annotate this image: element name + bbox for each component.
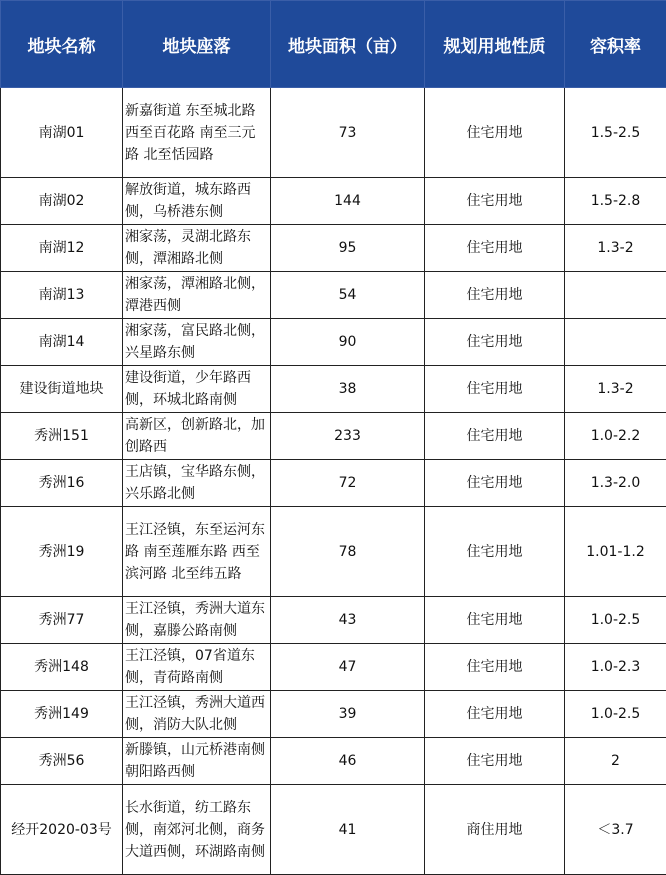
cell-area: 72 <box>271 460 425 507</box>
header-parcel-location: 地块座落 <box>123 1 271 88</box>
cell-area: 95 <box>271 225 425 272</box>
cell-name: 南湖12 <box>1 225 123 272</box>
cell-location: 长水街道，纺工路东侧，南郊河北侧，商务大道西侧，环湖路南侧 <box>123 785 271 875</box>
cell-area: 73 <box>271 88 425 178</box>
table-row <box>1 691 666 738</box>
cell-far: 1.3-2 <box>565 366 666 413</box>
cell-far: ＜3.7 <box>565 785 666 875</box>
cell-location: 新滕镇，山元桥港南侧 朝阳路西侧 <box>123 738 271 785</box>
cell-area: 46 <box>271 738 425 785</box>
cell-area: 38 <box>271 366 425 413</box>
cell-far: 1.3-2 <box>565 225 666 272</box>
table-row <box>1 178 666 225</box>
table-row <box>1 785 666 875</box>
table-row <box>1 644 666 691</box>
cell-location: 湘家荡，灵湖北路东侧，潭湘路北侧 <box>123 225 271 272</box>
table-row <box>1 413 666 460</box>
cell-name: 秀洲149 <box>1 691 123 738</box>
cell-far: 1.0-2.5 <box>565 597 666 644</box>
cell-name: 秀洲56 <box>1 738 123 785</box>
cell-far: 1.01-1.2 <box>565 507 666 597</box>
cell-location: 新嘉街道 东至城北路 西至百花路 南至三元路 北至恬园路 <box>123 88 271 178</box>
cell-use: 住宅用地 <box>425 178 565 225</box>
cell-name: 南湖02 <box>1 178 123 225</box>
cell-use: 住宅用地 <box>425 644 565 691</box>
cell-location: 解放街道，城东路西侧，乌桥港东侧 <box>123 178 271 225</box>
table-row <box>1 507 666 597</box>
cell-use: 住宅用地 <box>425 691 565 738</box>
cell-use: 住宅用地 <box>425 738 565 785</box>
table-row <box>1 225 666 272</box>
header-land-use: 规划用地性质 <box>425 1 565 88</box>
cell-use: 住宅用地 <box>425 413 565 460</box>
cell-area: 90 <box>271 319 425 366</box>
cell-area: 78 <box>271 507 425 597</box>
header-parcel-area: 地块面积（亩） <box>271 1 425 88</box>
cell-name: 秀洲16 <box>1 460 123 507</box>
header-floor-area-ratio: 容积率 <box>565 1 666 88</box>
table-row <box>1 272 666 319</box>
cell-name: 建设街道地块 <box>1 366 123 413</box>
cell-use: 住宅用地 <box>425 460 565 507</box>
cell-far: 2 <box>565 738 666 785</box>
cell-location: 王江泾镇，东至运河东路 南至莲雁东路 西至滨河路 北至纬五路 <box>123 507 271 597</box>
cell-far <box>565 319 666 366</box>
table-row <box>1 460 666 507</box>
cell-name: 南湖01 <box>1 88 123 178</box>
cell-use: 住宅用地 <box>425 507 565 597</box>
cell-name: 秀洲151 <box>1 413 123 460</box>
cell-use: 住宅用地 <box>425 225 565 272</box>
cell-name: 秀洲77 <box>1 597 123 644</box>
cell-area: 43 <box>271 597 425 644</box>
cell-use: 住宅用地 <box>425 366 565 413</box>
cell-location: 王店镇，宝华路东侧，兴乐路北侧 <box>123 460 271 507</box>
cell-area: 39 <box>271 691 425 738</box>
cell-location: 湘家荡，潭湘路北侧，潭港西侧 <box>123 272 271 319</box>
cell-area: 47 <box>271 644 425 691</box>
cell-use: 商住用地 <box>425 785 565 875</box>
cell-far: 1.3-2.0 <box>565 460 666 507</box>
cell-location: 湘家荡，富民路北侧，兴星路东侧 <box>123 319 271 366</box>
header-parcel-name: 地块名称 <box>1 1 123 88</box>
table-row <box>1 738 666 785</box>
cell-far: 1.0-2.5 <box>565 691 666 738</box>
table-header-row <box>1 1 666 88</box>
table-row <box>1 319 666 366</box>
cell-far: 1.0-2.3 <box>565 644 666 691</box>
cell-name: 秀洲148 <box>1 644 123 691</box>
table-row <box>1 597 666 644</box>
cell-location: 建设街道，少年路西侧，环城北路南侧 <box>123 366 271 413</box>
cell-use: 住宅用地 <box>425 319 565 366</box>
table-row <box>1 366 666 413</box>
cell-name: 经开2020-03号 <box>1 785 123 875</box>
cell-area: 144 <box>271 178 425 225</box>
table-row <box>1 88 666 178</box>
cell-name: 南湖14 <box>1 319 123 366</box>
cell-far: 1.5-2.8 <box>565 178 666 225</box>
cell-far: 1.0-2.2 <box>565 413 666 460</box>
cell-far: 1.5-2.5 <box>565 88 666 178</box>
cell-area: 233 <box>271 413 425 460</box>
cell-location: 王江泾镇，秀洲大道东侧，嘉滕公路南侧 <box>123 597 271 644</box>
cell-use: 住宅用地 <box>425 272 565 319</box>
cell-area: 41 <box>271 785 425 875</box>
cell-use: 住宅用地 <box>425 597 565 644</box>
cell-far <box>565 272 666 319</box>
cell-location: 王江泾镇，秀洲大道西侧，消防大队北侧 <box>123 691 271 738</box>
cell-location: 高新区，创新路北，加创路西 <box>123 413 271 460</box>
cell-name: 南湖13 <box>1 272 123 319</box>
cell-use: 住宅用地 <box>425 88 565 178</box>
cell-location: 王江泾镇，07省道东侧，青荷路南侧 <box>123 644 271 691</box>
cell-area: 54 <box>271 272 425 319</box>
cell-name: 秀洲19 <box>1 507 123 597</box>
